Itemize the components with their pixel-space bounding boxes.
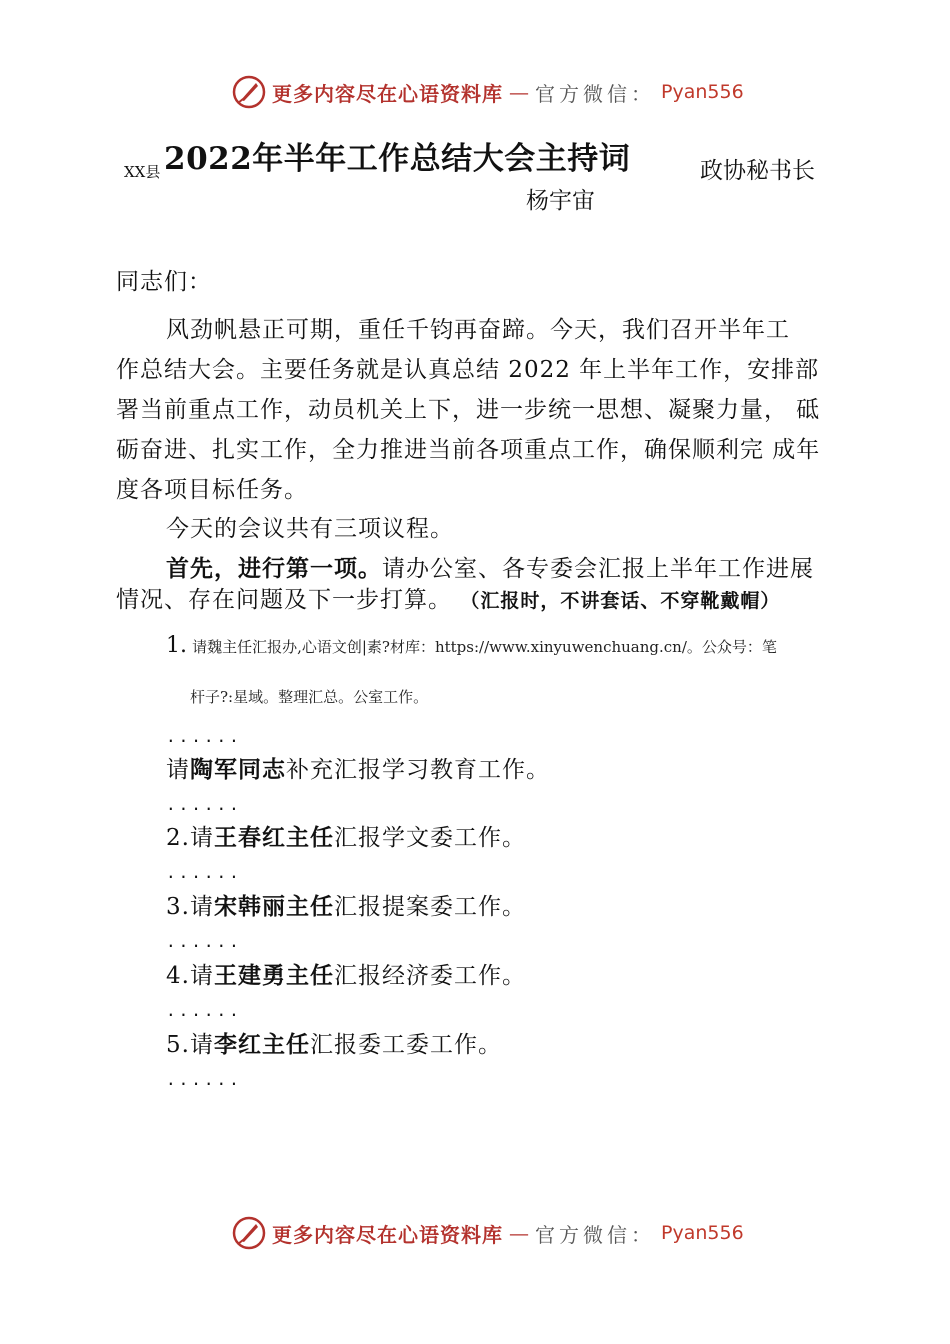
salutation: 同志们：: [116, 269, 212, 295]
banner-wechat-id: Pyan556: [661, 81, 744, 103]
para3-note: （汇报时，不讲套话、不穿靴戴帽）: [460, 590, 781, 612]
banner-separator: —: [509, 80, 529, 104]
para1-line5: 度各项目标任务。: [116, 477, 308, 503]
list-item-1: [166, 633, 777, 658]
supplement-name: 陶军同志: [190, 757, 286, 783]
para1-line2: 作总结大会。主要任务就是认真总结 2022 年上半年工作，安排部: [116, 357, 820, 383]
list-item-4: [166, 957, 526, 990]
para3-bold: 首先，进行第一项。: [166, 556, 382, 582]
banner-separator: —: [509, 1221, 529, 1245]
banner-main-text: 更多内容尽在心语资料库: [272, 1222, 503, 1247]
bottom-banner: [232, 1213, 744, 1253]
list-item-5-pre: 请: [189, 1032, 214, 1058]
list-item-2-post: 汇报学文委工作。: [333, 825, 526, 851]
list-item-2-pre: 请: [189, 825, 214, 851]
para2: 今天的会议共有三项议程。: [166, 516, 454, 542]
list-item-3-name: 宋韩丽主任: [213, 894, 334, 920]
list-item-3: [166, 888, 526, 921]
supplement-line: [166, 751, 550, 784]
page-title: 2022年半年工作总结大会主持词: [164, 141, 631, 177]
dots-2: ......: [166, 795, 242, 814]
speaker-role: 政协秘书长: [700, 158, 815, 184]
list-item-3-number: 3.: [166, 894, 190, 920]
dots-5: ......: [166, 1001, 242, 1020]
list-item-2-name: 王春红主任: [213, 825, 334, 851]
supplement-pre: 请: [166, 757, 190, 783]
para3-rest: 请办公室、各专委会汇报上半年工作进展: [382, 556, 814, 582]
para3-line2: [116, 580, 780, 621]
dots-3: ......: [166, 863, 242, 882]
list-item-4-number: 4.: [166, 963, 190, 989]
banner-main-text: 更多内容尽在心语资料库: [272, 81, 503, 106]
list-item-4-name: 王建勇主任: [213, 963, 334, 989]
banner-label: 官方微信：: [535, 1222, 655, 1247]
para3-line2-text: 情况、存在问题及下一步打算。: [116, 587, 452, 613]
para1-line3: 署当前重点工作，动员机关上下，进一步统一思想、凝聚力量， 砥: [116, 397, 821, 423]
quill-logo-icon: [232, 1216, 266, 1250]
list-item-1-line1: 请魏主任汇报办,心语文创|素?材库：https://www.xinyuwenchuang.cn/。公众号：笔: [192, 638, 777, 656]
list-item-5-name: 李红主任: [213, 1032, 310, 1058]
supplement-post: 补充汇报学习教育工作。: [286, 757, 550, 783]
speaker-name: 杨宇宙: [526, 188, 595, 214]
title-prefix: XX县: [124, 163, 161, 181]
list-item-3-pre: 请: [189, 894, 214, 920]
dots-1: ......: [166, 727, 242, 746]
top-banner: [232, 72, 744, 112]
dots-4: ......: [166, 932, 242, 951]
list-item-5-number: 5.: [166, 1032, 190, 1058]
list-item-5-post: 汇报委工委工作。: [309, 1032, 502, 1058]
banner-wechat-id: Pyan556: [661, 1222, 744, 1244]
para1-line4: 砺奋进、扎实工作，全力推进当前各项重点工作，确保顺利完 成年: [116, 437, 821, 463]
list-item-1-line2: 杆子?:星域。整理汇总。公室工作。: [190, 688, 429, 706]
list-item-4-pre: 请: [189, 963, 214, 989]
list-item-2: [166, 819, 526, 852]
quill-logo-icon: [232, 75, 266, 109]
list-item-2-number: 2.: [166, 825, 190, 851]
banner-label: 官方微信：: [535, 81, 655, 106]
list-item-1-number: 1.: [166, 633, 187, 658]
list-item-3-post: 汇报提案委工作。: [333, 894, 526, 920]
list-item-5: [166, 1026, 502, 1059]
list-item-4-post: 汇报经济委工作。: [333, 963, 526, 989]
dots-6: ......: [166, 1070, 242, 1089]
para1-line1: 风劲帆悬正可期，重任千钧再奋蹄。今天，我们召开半年工: [166, 317, 790, 343]
